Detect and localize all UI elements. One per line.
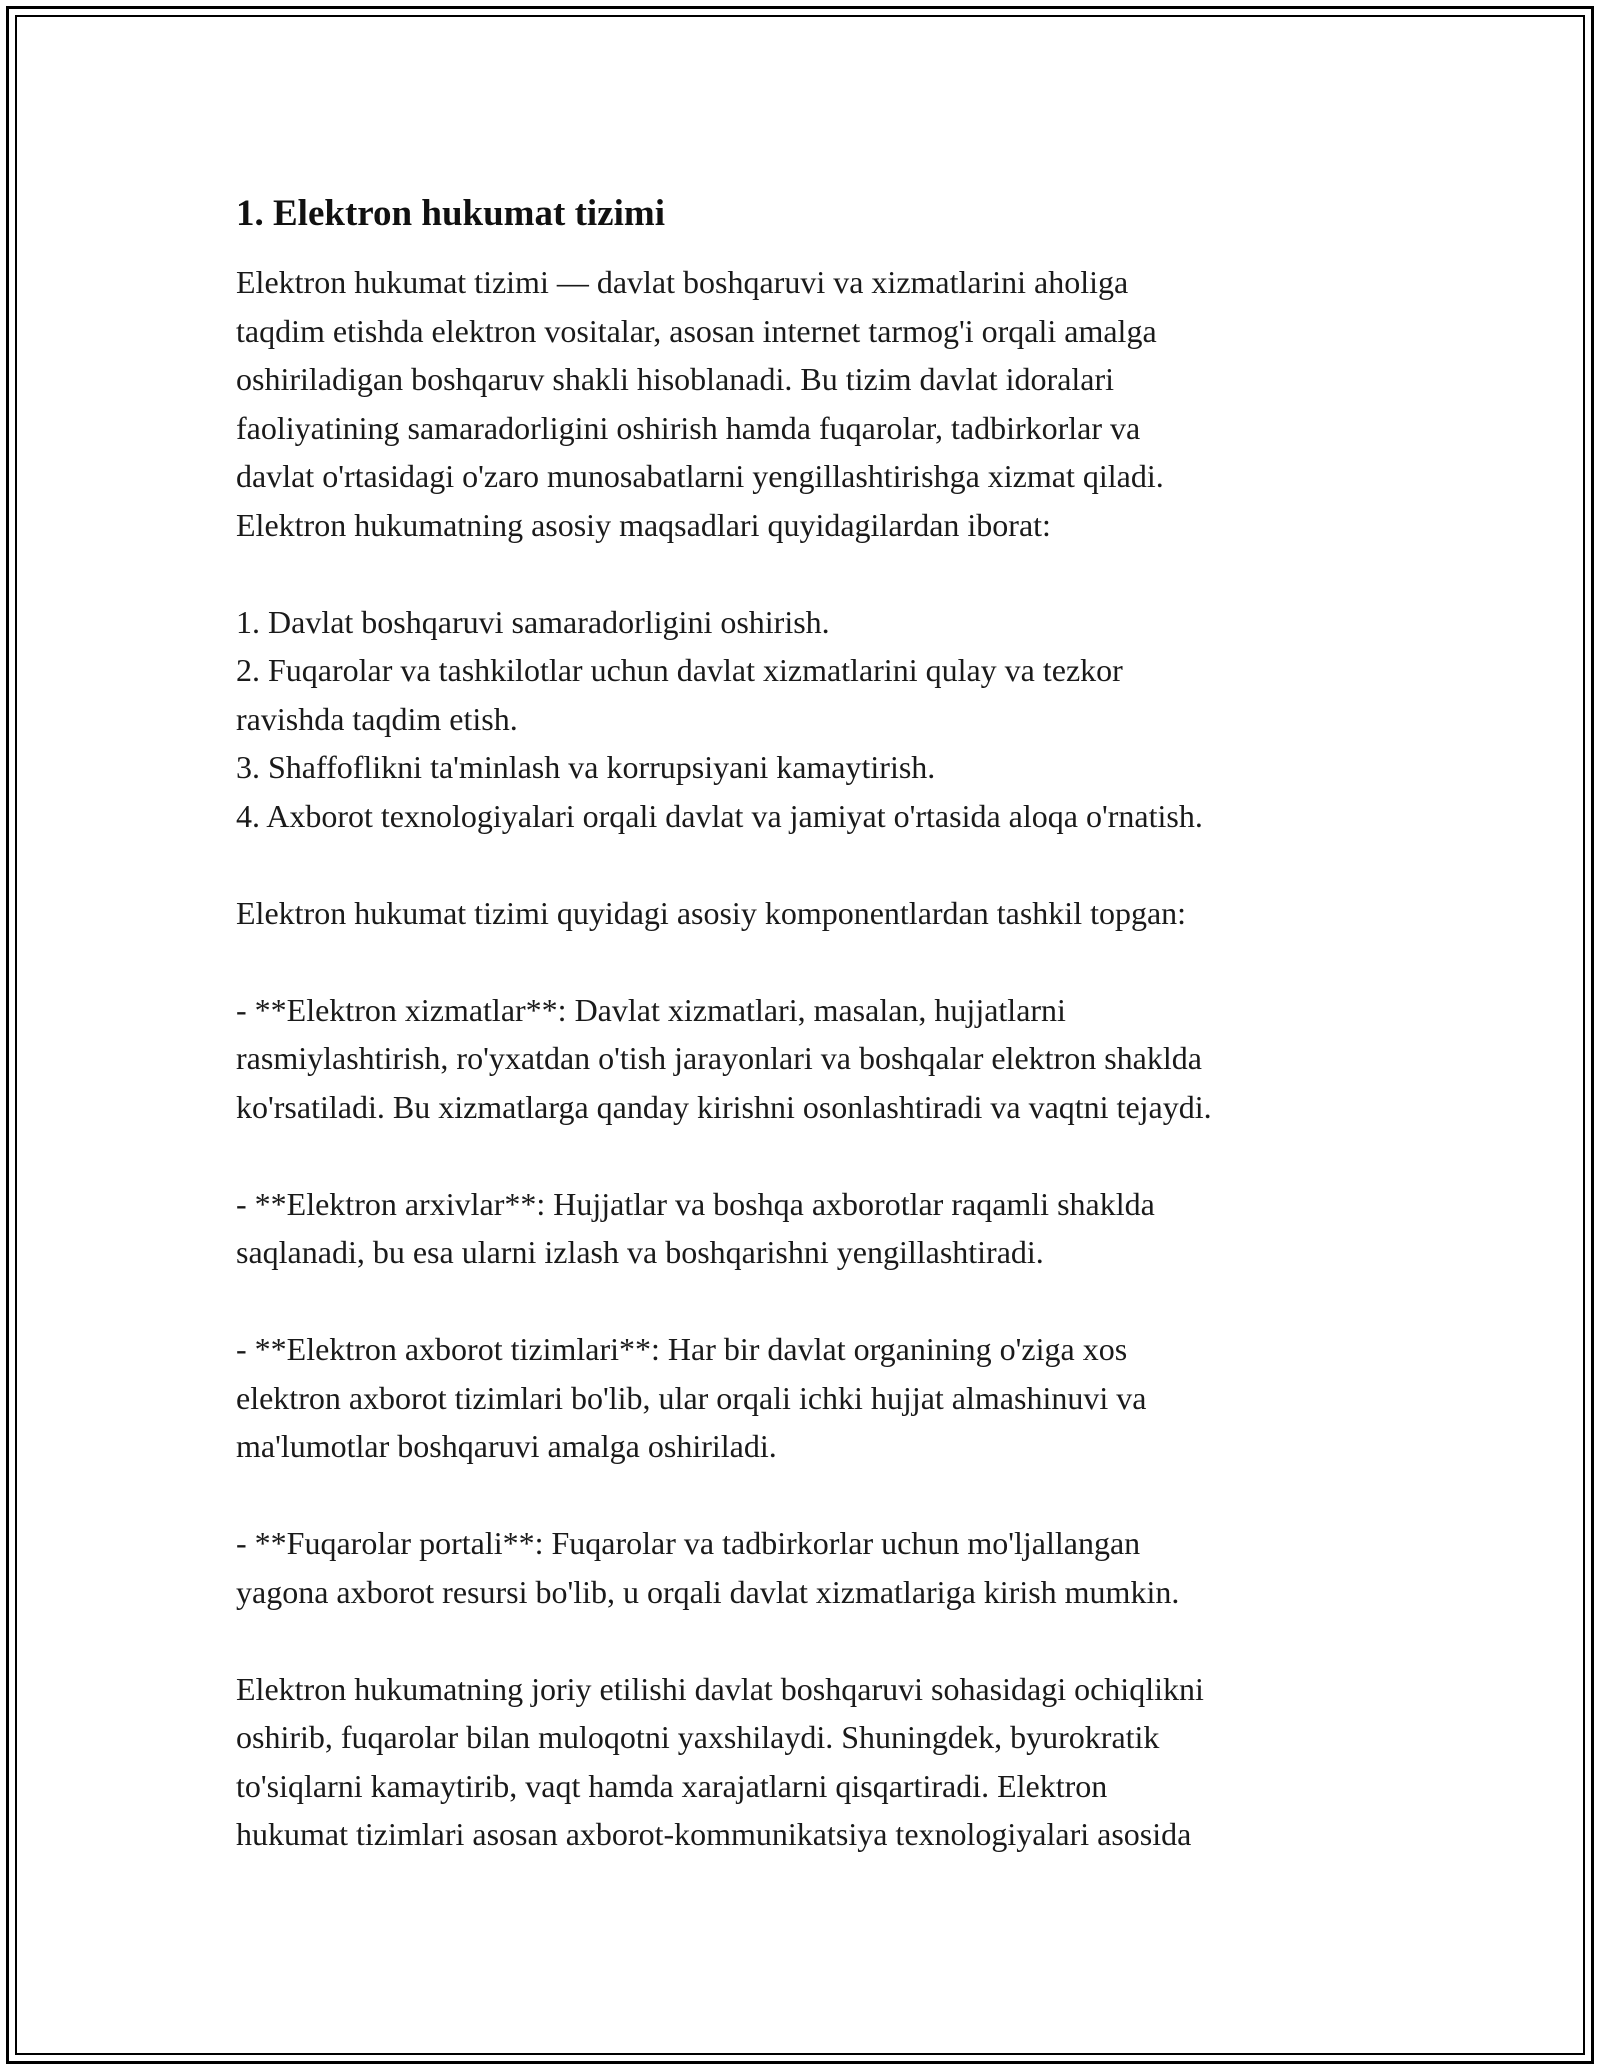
- body-text: Elektron hukumat tizimi — davlat boshqaruvi va xizmatlarini aholiga taqdim etishda elektron vositalar, asosan internet tarmog'i orqali amalga oshiriladigan boshqaruv shakli hisoblanadi. Bu tizim davlat idoralari faoliyatining samaradorligini oshirish hamda fuqarolar, tadbirkorlar va davlat o'rtasidagi o'zaro munosabatlarni yengillashtirishga xizmat qiladi. Elektron hukumatning asosiy maqsadlari quyidagilardan iborat: 1. Davlat boshqaruvi samaradorligini oshirish. 2. Fuqarolar va tashkilotlar uchun davlat xizmatlarini qulay va tezkor ravishda taqdim etish. 3. Shaffoflikni ta'minlash va korrupsiyani kamaytirish. 4. Axborot texnologiyalari orqali davlat va jamiyat o'rtasida aloqa o'rnatish. Elektron hukumat tizimi quyidagi asosiy komponentlardan tashkil topgan: - **Elektron xizmatlar**: Davlat xizmatlari, masalan, hujjatlarni rasmiylashtirish, ro'yxatdan o'tish jarayonlari va boshqalar elektron shaklda ko'rsatiladi. Bu xizmatlarga qanday kirishni osonlashtiradi va vaqtni tejaydi. - **Elektron arxivlar**: Hujjatlar va boshqa axborotlar raqamli shaklda saqlanadi, bu esa ularni izlash va boshqarishni yengillashtiradi. - **Elektron axborot tizimlari**: Har bir davlat organining o'ziga xos elektron axborot tizimlari bo'lib, ular orqali ichki hujjat almashinuvi va ma'lumotlar boshqaruvi amalga oshiriladi. - **Fuqarolar portali**: Fuqarolar va tadbirkorlar uchun mo'ljallangan yagona axborot resursi bo'lib, u orqali davlat xizmatlariga kirish mumkin. Elektron hukumatning joriy etilishi davlat boshqaruvi sohasidagi ochiqlikni oshirib, fuqarolar bilan muloqotni yaxshilaydi. Shuningdek, byurokratik to'siqlarni kamaytirib, vaqt hamda xarajatlarni qisqartiradi. Elektron hukumat tizimlari asosan axborot-kommunikatsiya texnologiyalari asosida: [236, 264, 1212, 1852]
- section-heading: 1. Elektron hukumat tizimi: [236, 193, 665, 234]
- document-body: [236, 188, 1396, 1859]
